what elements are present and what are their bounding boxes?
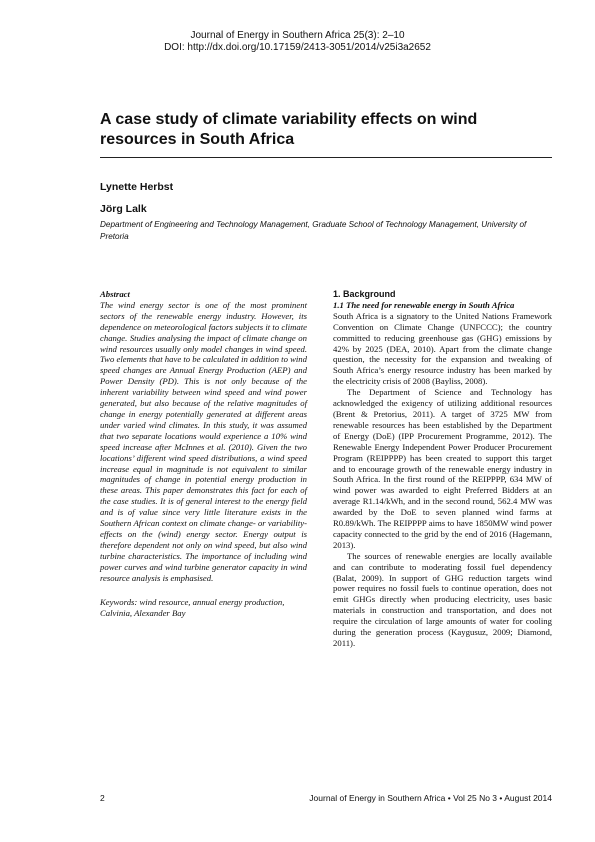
- page-number: 2: [100, 793, 105, 803]
- abstract-column: [100, 289, 307, 619]
- author-affiliation: Department of Engineering and Technology Management, Graduate School of Technology Management, University of Pretoria: [100, 220, 527, 241]
- author-2: Jörg Lalk: [100, 203, 147, 215]
- section-heading: 1. Background: [333, 289, 396, 299]
- article-title: A case study of climate variability effects on wind resources in South Africa: [100, 111, 478, 148]
- title-divider: [100, 157, 552, 158]
- abstract-text: The wind energy sector is one of the most prominent sectors of the renewable energy industry. However, its dependence on meteorological factors subjects it to climate change. Studies analysing the impact of climate change on wind resources usually only model changes in wind speed. Two elements that have to be calculated in addition to wind speed changes are Annual Energy Production (AEP) and Power Density (PD). This is not only because of the inherent variability between wind speed and wind power generated, but also because of the relative magnitudes of change in energy potentially generated at different areas under varied wind climates. In this study, it was assumed that two separate locations would experience a 10% wind speed increase after McInnes et al. (2010). Given the two locations’ different wind speed distributions, a wind speed increase equal in magnitude is not equivalent to similar magnitudes of change in potential energy production in these areas. This paper demonstrates this fact for each of the case studies. It is of general interest to the energy field and is of value since very little literature exists in the Southern African context on climate change- or variability-effects on the (wind) energy sector. Energy output is therefore dependent not only on wind speed, but also wind turbine characteristics. The importance of including wind power curves and wind turbine generator capacity in wind resource analysis is emphasised.: [100, 299, 307, 583]
- body-column: [333, 289, 552, 649]
- footer-journal-info: Journal of Energy in Southern Africa • Vol 25 No 3 • August 2014: [309, 793, 552, 803]
- abstract-heading: Abstract: [100, 289, 130, 299]
- body-paragraph: South Africa is a signatory to the United Nations Framework Convention on Climate Change (UNFCCC); the country committed to reducing greenhouse gas (GHG) emissions by 42% by 2025 (DEA, 2010). Apart from the climate change question, the necessity for the expansion and tweaking of South Africa’s energy resource industry has been marked by the electricity crisis of 2008 (Bayliss, 2008).: [333, 310, 552, 387]
- keywords: Keywords: wind resource, annual energy production, Calvinia, Alexander Bay: [100, 597, 285, 619]
- body-paragraph: The Department of Science and Technology has acknowledged the exigency of utilizing additional resources (Brent & Pretorius, 2011). A target of 3725 MW from renewable resources has been established by the Department of Energy (DoE) (IPP Procurement Programme, 2012). The Renewable Energy Independent Power Producer Procurement Program (REIPPPP) has been created to support this target and to encourage growth of the renewable energy industry in South Africa. In the first round of the REIPPPP, 634 MW of wind power was awarded to eight Preferred Bidders at an average R1.14/kWh, and in the second round, 562.4 MW was awarded by the DoE to seven planned wind farms at R0.89/kWh. The REIPPPP aims to have 1850MW wind power capacity connected to the grid by the end of 2016 (Hagemann, 2013).: [333, 387, 552, 550]
- journal-citation: Journal of Energy in Southern Africa 25(3): 2–10: [190, 30, 405, 41]
- author-1: Lynette Herbst: [100, 181, 174, 193]
- doi-link[interactable]: DOI: http://dx.doi.org/10.17159/2413-3051/2014/v25i3a2652: [164, 42, 431, 53]
- subsection-heading: 1.1 The need for renewable energy in South Africa: [333, 299, 515, 310]
- body-paragraph: The sources of renewable energies are locally available and can contribute to moderating fossil fuel dependency (Balat, 2009). In support of GHG reduction targets wind power requires no fossil fuels to continue operation, does not emit GHGs directly when producing electricity, uses basic materials in construction and transportation, and does not require the circulation of large amounts of water for cooling during the generation process (Kaygusuz, 2009; Diamond, 2011).: [333, 550, 552, 648]
